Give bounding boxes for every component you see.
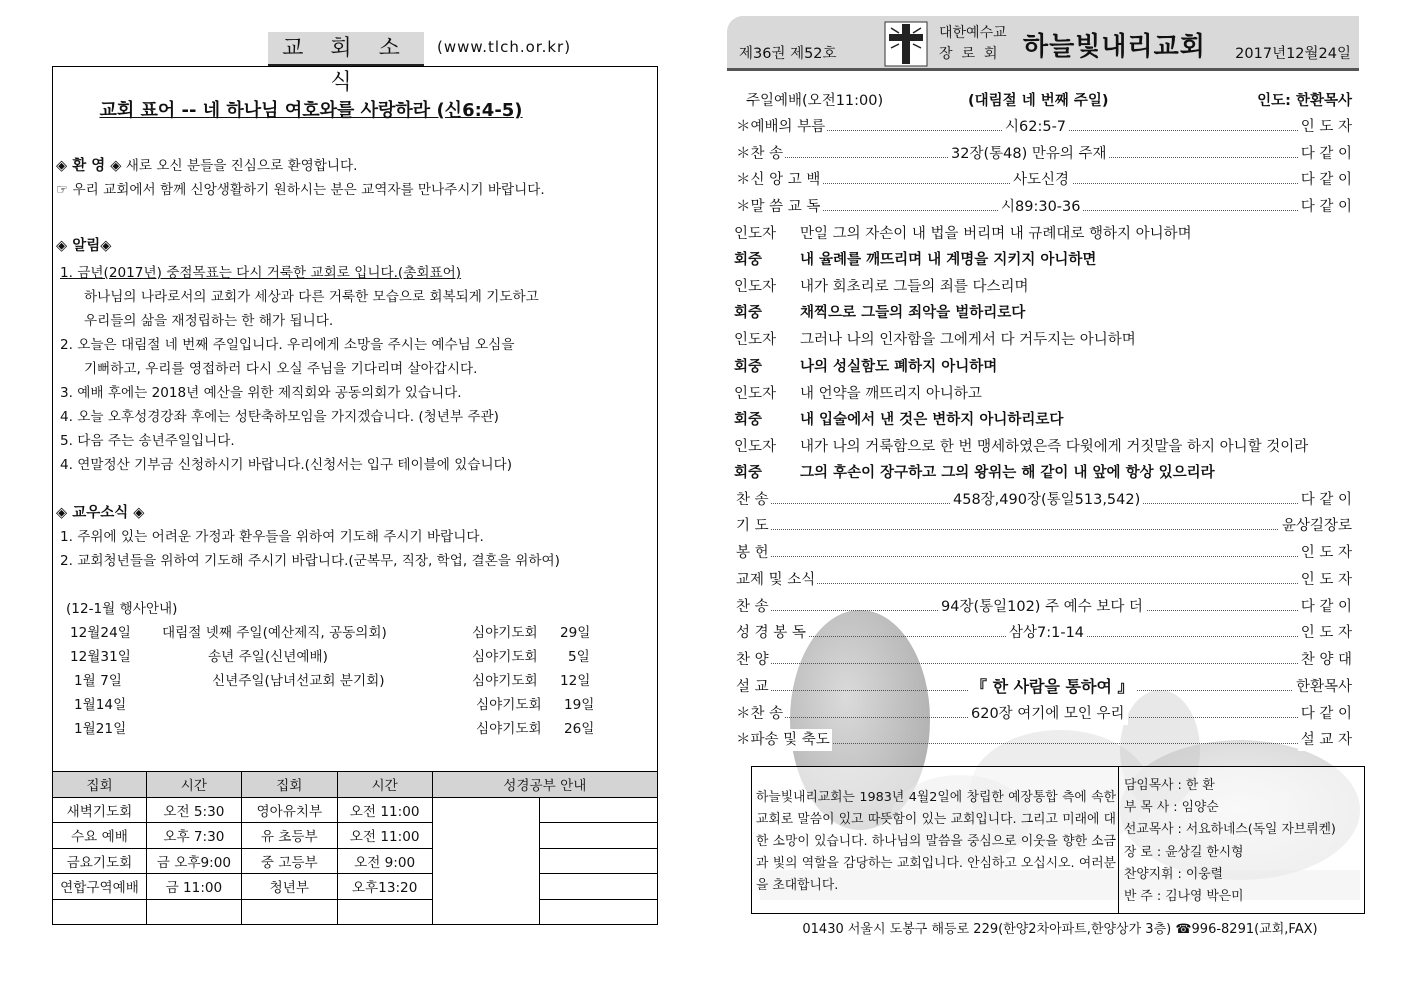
schedule-cell: 연합구역예배 bbox=[53, 874, 147, 900]
schedule-cell: 청년부 bbox=[241, 874, 337, 900]
table-row bbox=[53, 874, 658, 900]
bible-study-cell bbox=[540, 874, 658, 900]
event-prayer: 심야기도회 bbox=[472, 649, 538, 665]
order-row bbox=[736, 676, 1352, 698]
schedule-cell: 오후 7:30 bbox=[146, 823, 241, 849]
church-name: 하늘빛내리교회 bbox=[1023, 32, 1206, 62]
order-row bbox=[736, 569, 1352, 591]
reader-role: 회중 bbox=[734, 465, 763, 481]
service-theme: (대림절 네 번째 주일) bbox=[968, 93, 1109, 109]
order-content: 삼상7:1-14 bbox=[1006, 622, 1087, 644]
schedule-header: 시간 bbox=[146, 772, 241, 798]
order-leader: 인 도 자 bbox=[1298, 542, 1352, 564]
schedule-header: 집회 bbox=[241, 772, 337, 798]
order-content: 94장(통일102) 주 예수 보다 더 bbox=[938, 596, 1146, 618]
order-label: 찬 양 bbox=[736, 649, 771, 671]
event-date: 1월 7일 bbox=[74, 673, 122, 689]
order-label: ＊찬 송 bbox=[736, 703, 785, 725]
welcome-section bbox=[56, 156, 358, 176]
staff-item: 찬양지휘 : 이웅렬 bbox=[1124, 866, 1223, 882]
order-label: 기 도 bbox=[736, 515, 771, 537]
responsive-reading-line bbox=[734, 249, 1356, 271]
order-leader: 인 도 자 bbox=[1298, 116, 1352, 138]
prayer-item: 2. 교회청년들을 위하여 기도해 주시기 바랍니다.(군복무, 직장, 학업, 결혼을 위하여) bbox=[60, 553, 560, 569]
reading-text: 내가 회초리로 그들의 죄를 다스리며 bbox=[800, 279, 1029, 295]
order-row bbox=[736, 489, 1352, 511]
order-row bbox=[736, 542, 1352, 564]
order-label: 교제 및 소식 bbox=[736, 569, 817, 591]
reading-text: 내 언약을 깨뜨리지 아니하고 bbox=[800, 386, 982, 402]
schedule-cell bbox=[53, 899, 147, 925]
event-prayer: 심야기도회 bbox=[472, 625, 538, 641]
order-label: 찬 송 bbox=[736, 489, 771, 511]
order-label: ＊파송 및 축도 bbox=[736, 729, 832, 751]
reader-role: 인도자 bbox=[734, 226, 777, 242]
table-row bbox=[53, 899, 658, 925]
notice-item: 4. 연말정산 기부금 신청하시기 바랍니다.(신청서는 입구 테이블에 있습니다) bbox=[60, 457, 513, 473]
event-prayer: 심야기도회 bbox=[476, 721, 542, 737]
event-date: 12월24일 bbox=[70, 625, 131, 641]
church-info-box bbox=[751, 766, 1365, 914]
schedule-header: 집회 bbox=[53, 772, 147, 798]
schedule-cell: 금 11:00 bbox=[146, 874, 241, 900]
table-row bbox=[53, 823, 658, 849]
schedule-header: 성경공부 안내 bbox=[432, 772, 657, 798]
notice-item: 1. 금년(2017년) 중점목표는 다시 거룩한 교회로 입니다.(총회표어) bbox=[60, 265, 462, 281]
event-name: 신년주일(남녀선교회 분기회) bbox=[212, 673, 385, 689]
notice-item: 5. 다음 주는 송년주일입니다. bbox=[60, 433, 235, 449]
bible-study-cell bbox=[540, 823, 658, 849]
notice-item: 기뻐하고, 우리를 영접하러 다시 오실 주님을 기다리며 살아갑시다. bbox=[84, 361, 478, 377]
event-prayer-date: 5일 bbox=[568, 649, 590, 665]
reading-text: 만일 그의 자손이 내 법을 버리며 내 규례대로 행하지 아니하며 bbox=[800, 226, 1192, 242]
reader-role: 회중 bbox=[734, 252, 763, 268]
volume-number: 제36권 제52호 bbox=[739, 46, 837, 62]
reader-role: 인도자 bbox=[734, 279, 777, 295]
event-name: 송년 주일(신년예배) bbox=[208, 649, 328, 665]
notice-heading: ◈ 알림◈ bbox=[56, 238, 112, 254]
order-content: 458장,490장(통일513,542) bbox=[950, 489, 1143, 511]
bible-study-cell bbox=[432, 797, 540, 925]
schedule-header-row bbox=[53, 772, 658, 798]
responsive-reading-line bbox=[734, 436, 1356, 458]
event-prayer-date: 12일 bbox=[560, 673, 591, 689]
church-news-title: 교 회 소 식 bbox=[268, 32, 424, 66]
reader-role: 인도자 bbox=[734, 439, 777, 455]
order-leader: 다 같 이 bbox=[1298, 169, 1352, 191]
order-leader: 윤상길장로 bbox=[1279, 515, 1352, 537]
responsive-reading-line bbox=[734, 462, 1356, 484]
denomination-line2: 장로회 bbox=[939, 46, 1007, 62]
welcome-heading: ◈ 환 영 ◈ bbox=[56, 158, 122, 174]
order-content: 사도신경 bbox=[1010, 169, 1072, 191]
schedule-cell: 새벽기도회 bbox=[53, 797, 147, 823]
schedule-cell: 영아유치부 bbox=[241, 797, 337, 823]
order-label: ＊신 앙 고 백 bbox=[736, 169, 822, 191]
responsive-reading-line bbox=[734, 223, 1356, 245]
order-content: 시89:30-36 bbox=[998, 196, 1083, 218]
event-date: 1월21일 bbox=[74, 721, 127, 737]
event-prayer-date: 26일 bbox=[564, 721, 595, 737]
reader-role: 인도자 bbox=[734, 386, 777, 402]
reading-text: 그러나 나의 인자함을 그에게서 다 거두지는 아니하며 bbox=[800, 332, 1136, 348]
cross-logo-icon bbox=[883, 20, 929, 68]
schedule-cell: 오전 11:00 bbox=[337, 797, 432, 823]
schedule-cell: 오후13:20 bbox=[337, 874, 432, 900]
order-row bbox=[736, 196, 1352, 218]
event-prayer: 심야기도회 bbox=[476, 697, 542, 713]
order-row bbox=[736, 169, 1352, 191]
responsive-reading-line bbox=[734, 409, 1356, 431]
schedule-cell: 오전 5:30 bbox=[146, 797, 241, 823]
notice-item: 2. 오늘은 대림절 네 번째 주일입니다. 우리에게 소망을 주시는 예수님 오심을 bbox=[60, 337, 515, 353]
order-row bbox=[736, 143, 1352, 165]
notice-item: 우리들의 삶을 재정립하는 한 해가 됩니다. bbox=[84, 313, 334, 329]
reading-text: 채찍으로 그들의 죄악을 벌하리로다 bbox=[800, 305, 1026, 321]
reading-text: 내 율례를 깨뜨리며 내 계명을 지키지 아니하면 bbox=[800, 252, 1097, 268]
schedule-cell: 수요 예배 bbox=[53, 823, 147, 849]
dot-leader bbox=[736, 663, 1352, 664]
order-leader: 찬 양 대 bbox=[1298, 649, 1352, 671]
staff-item: 담임목사 : 한 환 bbox=[1124, 778, 1215, 793]
event-name: 대림절 넷째 주일(예산제직, 공동의회) bbox=[162, 625, 387, 641]
event-prayer-date: 29일 bbox=[560, 625, 591, 641]
meeting-schedule-table bbox=[52, 771, 658, 925]
staff-item: 반 주 : 김나영 박은미 bbox=[1124, 889, 1244, 905]
responsive-reading-line bbox=[734, 329, 1356, 351]
table-row bbox=[53, 797, 658, 823]
event-date: 12월31일 bbox=[70, 649, 131, 665]
schedule-cell: 금요기도회 bbox=[53, 848, 147, 874]
responsive-reading-line bbox=[734, 383, 1356, 405]
order-leader: 인 도 자 bbox=[1298, 622, 1352, 644]
bible-study-cell bbox=[540, 899, 658, 925]
reader-role: 회중 bbox=[734, 412, 763, 428]
responsive-reading-line bbox=[734, 356, 1356, 378]
denomination-line1: 대한예수교 bbox=[939, 25, 1007, 41]
staff-item: 부 목 사 : 임양순 bbox=[1124, 800, 1219, 816]
order-leader: 한환목사 bbox=[1293, 676, 1352, 698]
reader-role: 회중 bbox=[734, 359, 763, 375]
reading-text: 내 입술에서 낸 것은 변하지 아니하리로다 bbox=[800, 412, 1064, 428]
order-row bbox=[736, 116, 1352, 138]
info-divider bbox=[1118, 767, 1119, 913]
responsive-reading-line bbox=[734, 276, 1356, 298]
reader-role: 인도자 bbox=[734, 332, 777, 348]
bible-study-cell bbox=[540, 848, 658, 874]
church-introduction: 하늘빛내리교회는 1983년 4월2일에 창립한 예장통합 측에 속한 교회로 말씀이 있고 따뜻함이 있는 교회입니다. 그리고 미래에 대한 소망이 있습니다. 하나님의 말씀을 중심으로 이웃을 향한 소금과 빛의 역할을 감당하는 교회입니다. 안심하고 오십시오. 여러분을 초대합니다. bbox=[756, 790, 1116, 893]
schedule-cell bbox=[241, 899, 337, 925]
order-label: 설 교 bbox=[736, 676, 771, 698]
schedule-header: 시간 bbox=[337, 772, 432, 798]
notice-item: 4. 오늘 오후성경강좌 후에는 성탄축하모임을 가지겠습니다. (청년부 주관) bbox=[60, 409, 499, 425]
service-leader: 인도: 한환목사 bbox=[1257, 93, 1352, 109]
order-label: ＊찬 송 bbox=[736, 143, 785, 165]
order-row bbox=[736, 703, 1352, 725]
order-leader: 다 같 이 bbox=[1298, 489, 1352, 511]
church-address: 01430 서울시 도봉구 해등로 229(한양2차아파트,한양상가 3층) ☎996-8291(교회,FAX) bbox=[802, 922, 1318, 937]
schedule-cell bbox=[146, 899, 241, 925]
schedule-cell: 오전 9:00 bbox=[337, 848, 432, 874]
left-title-wrap bbox=[268, 30, 424, 95]
service-heading-row bbox=[736, 90, 1352, 112]
order-content: 시62:5-7 bbox=[1002, 116, 1069, 138]
staff-list bbox=[1124, 775, 1336, 908]
order-row bbox=[736, 649, 1352, 671]
prayer-item: 1. 주위에 있는 어려운 가정과 환우들을 위하여 기도해 주시기 바랍니다. bbox=[60, 529, 484, 545]
dot-leader bbox=[736, 529, 1352, 530]
reading-text: 내가 나의 거룩함으로 한 번 맹세하였은즉 다윗에게 거짓말을 하지 아니할 것이라 bbox=[800, 439, 1309, 455]
order-row bbox=[736, 729, 1352, 751]
bulletin-date: 2017년12월24일 bbox=[1235, 46, 1351, 62]
order-label: ＊예배의 부름 bbox=[736, 116, 827, 138]
order-leader: 다 같 이 bbox=[1298, 143, 1352, 165]
event-prayer: 심야기도회 bbox=[472, 673, 538, 689]
notice-item: 3. 예배 후에는 2018년 예산을 위한 제직회와 공동의회가 있습니다. bbox=[60, 385, 462, 401]
prayer-heading: ◈ 교우소식 ◈ bbox=[56, 505, 145, 521]
bible-study-cell bbox=[540, 797, 658, 823]
order-leader: 설 교 자 bbox=[1298, 729, 1352, 751]
schedule-cell: 중 고등부 bbox=[241, 848, 337, 874]
order-leader: 다 같 이 bbox=[1298, 703, 1352, 725]
staff-item: 장 로 : 윤상길 한시형 bbox=[1124, 844, 1244, 860]
schedule-cell bbox=[337, 899, 432, 925]
table-row bbox=[53, 848, 658, 874]
reader-role: 회중 bbox=[734, 305, 763, 321]
responsive-reading-line bbox=[734, 302, 1356, 324]
order-label: 봉 헌 bbox=[736, 542, 771, 564]
bulletin-header bbox=[727, 16, 1359, 71]
order-content: 32장(통48) 만유의 주재 bbox=[948, 143, 1109, 165]
church-motto: 교회 표어 -- 네 하나님 여호와를 사랑하라 (신6:4-5) bbox=[99, 100, 523, 121]
schedule-cell: 유 초등부 bbox=[241, 823, 337, 849]
order-label: ＊말 씀 교 독 bbox=[736, 196, 822, 218]
order-content: 620장 여기에 모인 우리 bbox=[968, 703, 1128, 725]
service-label: 주일예배(오전11:00) bbox=[746, 93, 884, 109]
reading-text: 나의 성실함도 폐하지 아니하며 bbox=[800, 359, 998, 375]
dot-leader bbox=[736, 556, 1352, 557]
order-leader: 다 같 이 bbox=[1298, 596, 1352, 618]
schedule-cell: 금 오후9:00 bbox=[146, 848, 241, 874]
notice-item: 하나님의 나라로서의 교회가 세상과 다른 거룩한 모습으로 회복되게 기도하고 bbox=[84, 289, 539, 305]
order-label: 찬 송 bbox=[736, 596, 771, 618]
events-title: (12-1월 행사안내) bbox=[66, 601, 178, 617]
dot-leader bbox=[736, 583, 1352, 584]
welcome-text: 새로 오신 분들을 진심으로 환영합니다. bbox=[121, 158, 358, 174]
order-row bbox=[736, 515, 1352, 537]
reading-text: 그의 후손이 장구하고 그의 왕위는 해 같이 내 앞에 항상 있으리라 bbox=[800, 465, 1215, 481]
order-row bbox=[736, 596, 1352, 618]
schedule-cell: 오전 11:00 bbox=[337, 823, 432, 849]
sermon-title: 『 한 사람을 통하여 』 bbox=[968, 676, 1136, 698]
event-prayer-date: 19일 bbox=[564, 697, 595, 713]
order-leader: 인 도 자 bbox=[1298, 569, 1352, 591]
order-leader: 다 같 이 bbox=[1298, 196, 1352, 218]
event-date: 1월14일 bbox=[74, 697, 127, 713]
order-row bbox=[736, 622, 1352, 644]
welcome-line2: ☞ 우리 교회에서 함께 신앙생활하기 원하시는 분은 교역자를 만나주시기 바랍니다. bbox=[56, 182, 545, 198]
order-label: 성 경 봉 독 bbox=[736, 622, 808, 644]
staff-item: 선교목사 : 서요하네스(독일 자브뤼켄) bbox=[1124, 822, 1336, 838]
church-url[interactable]: (www.tlch.or.kr) bbox=[437, 38, 572, 56]
